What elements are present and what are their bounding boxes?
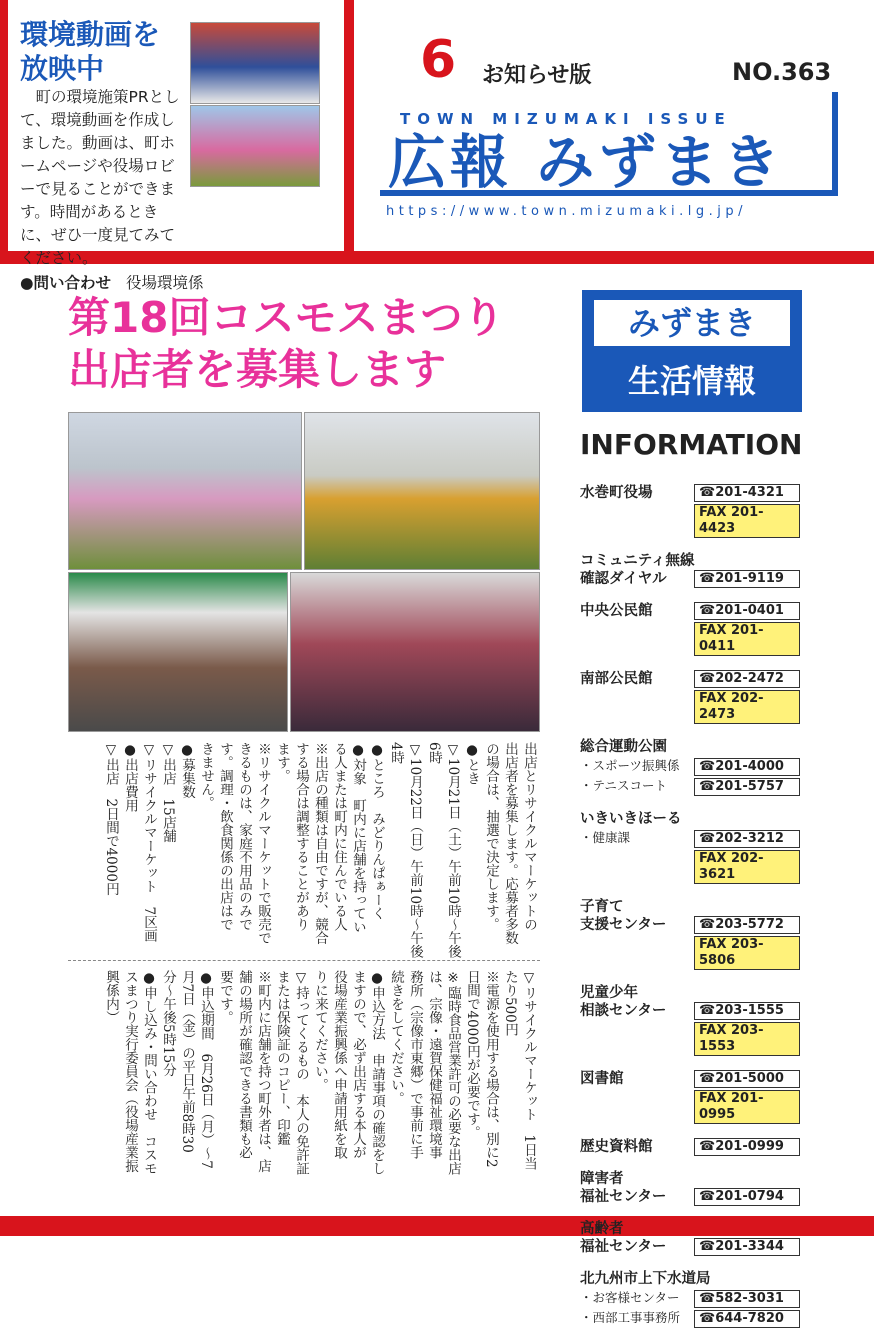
info-badge-line2: 生活情報 <box>627 362 756 400</box>
tel-number: ☎201-5000 <box>694 1070 800 1088</box>
tel-number: ☎201-3344 <box>694 1238 800 1256</box>
tel-number: ☎203-1555 <box>694 1002 800 1020</box>
notice-title-line2: 放映中 <box>20 52 105 85</box>
info-sub-label: ・テニスコート <box>580 778 668 793</box>
info-sub-item <box>580 828 830 848</box>
issue-edition: お知らせ版 <box>482 63 592 88</box>
info-row <box>580 738 830 796</box>
event-photo-giraffe-balloon <box>304 412 540 570</box>
tel-number: ☎201-5757 <box>694 778 800 796</box>
info-row <box>580 898 830 970</box>
info-row-label: いきいきほーる <box>580 811 682 827</box>
info-row-label: 児童少年 相談センター <box>580 985 667 1019</box>
info-row <box>580 1270 830 1328</box>
info-row-label: 図書館 <box>580 1071 624 1087</box>
info-row <box>580 984 830 1056</box>
event-title <box>68 292 504 396</box>
tel-number: ☎644-7820 <box>694 1310 800 1328</box>
event-text-lower: ▽リサイクルマーケット 1日当 たり500円 ※電源を使用する場合は、別に2 日間で4000円が必要です。 ※臨時食品営業許可の必要な出店 は、宗像・遠賀保健福祉環境事 務所（宗像市東郷）で事前に手 続きをしてください。 ●申込方法 申請事項の確認をし ますので、必ず出店する本人が 役場産業振興係へ申請用紙を取 りに来てください。 ▽持ってくるもの 本人の免許証 または保険証のコピー、印鑑 ※町内に店舗を持つ町外者は、店 舗の場所が確認できる書類も必 要です。 ●申込期間 6月26日（月）〜7 月7日（金）の平日午前8時30 分〜午後5時15分 ●申し込み・問い合わせ コスモ スまつり実行委員会（役場産業振 興係内） <box>103 970 537 1175</box>
notice-title-line1: 環境動画を <box>20 18 161 51</box>
info-row-label: 中央公民館 <box>580 603 653 619</box>
event-divider <box>68 960 540 961</box>
info-sub-item <box>580 776 830 796</box>
masthead-url[interactable]: https://www.town.mizumaki.lg.jp/ <box>386 204 747 219</box>
info-row-label: 障害者 福祉センター <box>580 1171 667 1205</box>
tel-number: ☎203-5772 <box>694 916 800 934</box>
info-list <box>580 484 830 1342</box>
info-row-label: 高齢者 福祉センター <box>580 1221 667 1255</box>
info-row-label: コミュニティ無線 確認ダイヤル <box>580 553 695 587</box>
tel-number: ☎201-0401 <box>694 602 800 620</box>
event-photo-market-tent <box>68 572 288 732</box>
info-row <box>580 602 830 656</box>
event-text-upper: 出店とリサイクルマーケットの 出店者を募集します。応募者多数 の場合は、抽選で決定します。 ●とき ▽10月21日（土）午前10時〜午後 6時 ▽10月22日（日）午前10時〜午後 4時 ●ところ みどりんぱぁーく ●対象 町内に店舗を持ってい る人または町内に住んでいる人 ※出店の種類は自由ですが、競合 する場合は調整することがあり ます。 ※リサイクルマーケットで販売で きるものは、家庭不用品のみで す。調理・飲食関係の出店はで きません。 ●募集数 ▽出店 15店舗 ▽リサイクルマーケット 7区画 ●出店費用 ▽出店 2日間で4000円 <box>103 742 537 959</box>
notice-contact-label: ●問い合わせ <box>20 274 112 292</box>
fax-number: FAX 203-1553 <box>694 1022 800 1056</box>
info-sub-label: ・西部工事事務所 <box>580 1310 681 1325</box>
info-row-label: 北九州市上下水道局 <box>580 1271 711 1287</box>
fax-number: FAX 202-3621 <box>694 850 800 884</box>
tel-number: ☎201-0999 <box>694 1138 800 1156</box>
fax-number: FAX 202-2473 <box>694 690 800 724</box>
header-divider <box>344 0 354 255</box>
info-row <box>580 810 830 884</box>
issue-number: NO.363 <box>732 58 832 86</box>
fax-number: FAX 201-4423 <box>694 504 800 538</box>
info-row-label: 水巻町役場 <box>580 485 653 501</box>
tel-number: ☎202-3212 <box>694 830 800 848</box>
tel-number: ☎582-3031 <box>694 1290 800 1308</box>
event-photo-drum-dance <box>290 572 540 732</box>
notice-contact-value: 役場環境係 <box>125 274 204 292</box>
info-sub-label: ・スポーツ振興係 <box>580 758 680 773</box>
info-row <box>580 670 830 724</box>
issue-month: 6 <box>420 30 457 90</box>
left-border <box>0 0 8 255</box>
info-row <box>580 552 830 588</box>
event-title-line2: 出店者を募集します <box>68 345 447 394</box>
info-row <box>580 1138 830 1156</box>
tel-number: ☎201-4321 <box>694 484 800 502</box>
info-sub-label: ・お客様センター <box>580 1290 680 1305</box>
tel-number: ☎201-4000 <box>694 758 800 776</box>
info-row-label: 南部公民館 <box>580 671 653 687</box>
tel-number: ☎201-0794 <box>694 1188 800 1206</box>
info-sub-item <box>580 756 830 776</box>
info-row <box>580 1220 830 1256</box>
info-row-label: 歴史資料館 <box>580 1139 653 1155</box>
info-row-label: 子育て 支援センター <box>580 899 667 933</box>
info-sub-item <box>580 1288 830 1308</box>
notice-title <box>20 18 160 86</box>
notice-body <box>20 86 330 295</box>
fax-number: FAX 203-5806 <box>694 936 800 970</box>
info-heading: INFORMATION <box>580 428 803 461</box>
info-sub-item <box>580 1308 830 1328</box>
info-row <box>580 484 830 538</box>
notice-text: 町の環境施策PRとして、環境動画を作成しました。動画は、町ホームページや役場ロビーで見ることができます。時間があるときに、ぜひ一度見てみてください。 <box>20 88 180 267</box>
fax-number: FAX 201-0995 <box>694 1090 800 1124</box>
masthead-title: 広報 みずまき <box>388 128 785 196</box>
event-title-line1: 第18回コスモスまつり <box>68 293 505 342</box>
masthead-romaji: TOWN MIZUMAKI ISSUE <box>400 110 732 128</box>
info-row <box>580 1170 830 1206</box>
fax-number: FAX 201-0411 <box>694 622 800 656</box>
info-sub-label: ・健康課 <box>580 830 631 845</box>
info-badge-line1: みずまき <box>594 300 790 346</box>
event-photo-cosmos-field <box>68 412 302 570</box>
info-row-label: 総合運動公園 <box>580 739 667 755</box>
info-row <box>580 1070 830 1124</box>
tel-number: ☎202-2472 <box>694 670 800 688</box>
tel-number: ☎201-9119 <box>694 570 800 588</box>
